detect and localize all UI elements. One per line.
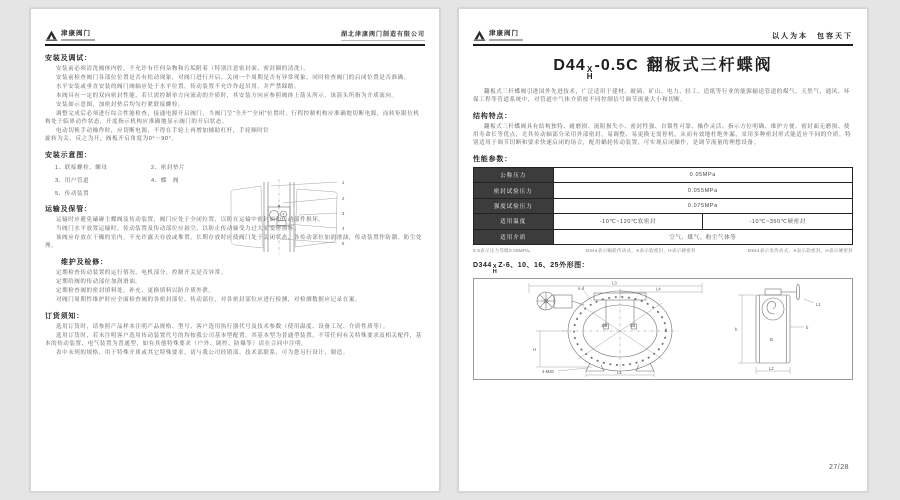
footnote: 0.5表示压力等级0.05MPa。 [473, 247, 534, 253]
callout-4: 4 [342, 226, 345, 231]
table-row [474, 214, 853, 229]
callout-1: 1 [342, 180, 345, 185]
outline-title [473, 260, 853, 275]
paragraph: 定期检查阀的密封填料处，补充、更换填料以防介质外泄。 [56, 288, 215, 294]
model-xh-stack [587, 66, 594, 80]
outline-xh-stack [493, 265, 497, 275]
company-subtext-line [341, 40, 425, 42]
logo-subtext-line [61, 39, 95, 41]
row-value: 0.05MPa [553, 168, 852, 183]
model-prefix: D44 [553, 57, 586, 74]
legend-item: 1、联接螺栓、螺母 [55, 165, 108, 171]
installation-diagram [227, 177, 355, 259]
paragraph: 选用订货时，若未注明客户选用传动装置代号的均按我公司基本型配置，其基本型为普通型装置，不带任何有关特殊要求及相关配件，基本的传动装置、电气装置为普通型，如有其他特殊要求（户外、调控、防爆等）请在合同中注明。 [45, 333, 423, 347]
section-title-diagram: 安装示意图： [45, 152, 92, 159]
callout-2: 2 [342, 196, 345, 201]
company-slogan: 以人为本 包容天下 [772, 33, 853, 40]
row-value-hard: -10℃~350℃硬密封 [703, 214, 853, 229]
dim-D0: D0 [602, 322, 608, 328]
table-row [474, 183, 853, 198]
page-header [473, 19, 853, 46]
intro-paragraph: 翻板式三杆蝶阀引进国外先进技术，广泛适用于建材、玻璃、矿山、电力、轻工、造纸等行业的能源输送管道的煤气、天然气、通风、环保工程等管道系统中，对管道中气体介质按不同控制信号调节流量大小和切断。 [473, 89, 851, 103]
table-footnotes [473, 248, 853, 254]
table-row [474, 168, 853, 183]
footnote: D944表示电传动式，X表示软密封，H表示硬密封 [747, 247, 853, 253]
logo-subtext-line [489, 39, 523, 41]
table-row [474, 198, 853, 213]
row-value: 空气、煤气、粉尘气体等 [553, 229, 852, 244]
dim-D1: D1 [630, 322, 636, 328]
row-label: 密封试验压力 [474, 183, 554, 198]
row-value-soft: -10℃~120℃软密封 [553, 214, 703, 229]
dim-L1-side: L1 [816, 301, 821, 307]
catalog-page-left [30, 8, 440, 492]
section-title-transport: 运输及保管： [45, 206, 92, 213]
logo-triangle-icon [45, 29, 58, 41]
section-title-features: 结构特点： [473, 113, 512, 120]
row-label: 适用温度 [474, 214, 554, 229]
legend-item: 5、传动装置 [55, 191, 90, 197]
paragraph: 本阀具有一定的双向密封性能，若只需控制单方向流动的介质时，其安装方向应参照阀体上箭头所示，该箭头所指为介质流向。 [56, 93, 398, 99]
paragraph: 安装前检查阀门各部位位置是否有松动现象，对阀门进行开启、关闭一个周期是否有异常现象，同时检查阀门的启闭位置是否准确。 [56, 75, 410, 81]
company-logo [473, 29, 523, 41]
product-name: 翻板式三杆蝶阀 [646, 57, 773, 74]
paragraph: 当阀门水平放置运输时，传动装置及传动部位应悬空，以防止传动轴受力过大而变形损坏。 [56, 226, 301, 232]
logo-text: 津康阀门 [61, 30, 91, 37]
model-suffix: -0.5C [594, 57, 639, 74]
legend-item: 4、蝶 阀 [151, 178, 180, 184]
company-logo [45, 29, 95, 41]
callout-5: 5 [342, 241, 345, 246]
row-label: 强度试验压力 [474, 198, 554, 213]
row-label: 适用介质 [474, 229, 554, 244]
dim-4-M20: 4-M20 [542, 368, 554, 374]
paragraph: 水平安装或垂直安装的阀门阀轴应处于水平位置，传动装置不允许作起吊用，并严禁踩踏。 [56, 84, 301, 90]
logo-text: 津康阀门 [489, 30, 519, 37]
paragraph: 安装如示意图，加密封垫后均匀拧紧联接螺栓。 [56, 102, 185, 108]
dim-n-d: n-d [578, 285, 585, 291]
section-title-maintain: 维护及检修： [61, 259, 108, 266]
legend-item: 2、密封垫片 [151, 165, 186, 171]
dim-h: h [735, 326, 738, 332]
dim-B: B [770, 336, 773, 342]
page-number: 27/28 [828, 464, 849, 471]
table-row [474, 229, 853, 244]
catalog-page-right [458, 8, 868, 492]
paragraph: 该阀应存放在干燥的室内，不允许露天存放或堆置，长期存放时应使阀门处于关闭状态，各传动部位加润滑油，传动装置作防潮、防尘处理。 [45, 235, 423, 249]
dim-b: b [806, 324, 809, 330]
dim-H: H [533, 346, 537, 352]
footnote: D344表示蜗轮传动式，X表示软密封，H表示硬密封 [585, 247, 696, 253]
row-value: 0.055MPa [553, 183, 852, 198]
performance-table [473, 167, 853, 245]
paragraph: 运输时应避免磕碰主蝶阀及传动装置，阀门应处于全闭位置，以防在运输中密封面和传动部件损坏。 [56, 217, 325, 223]
paragraph: 电动切换手动操作时，应切断电源，不得在手轮上再增加辅助杠杆，手轮顺时针旋转为关，反之为开，阀板开启角度为0°～90°。 [45, 128, 270, 142]
company-name: 湖北津康阀门制造有限公司 [340, 32, 425, 38]
outline-drawing-box [473, 278, 853, 380]
section-title-install: 安装及调试： [45, 55, 92, 62]
model-x: X [586, 65, 594, 74]
paragraph: 定期检查传动装置的运行情况、电机部分、控制开关是否异常。 [56, 270, 227, 276]
outline-x: X [492, 263, 498, 270]
outline-model-prefix: D344 [473, 261, 492, 269]
product-title [473, 58, 853, 80]
paragraph: 安装前必须清洗阀体内腔，不允许有任何杂物和污垢附着（特别注意密封面、密封圈的清洗）。 [56, 66, 310, 72]
outline-drawing [474, 279, 853, 377]
outline-suffix: Z-6、10、16、25外形图： [498, 261, 590, 269]
dim-L3: L3 [612, 280, 617, 286]
model-h: H [586, 72, 594, 81]
row-label: 公称压力 [474, 168, 554, 183]
section-title-order: 订货须知： [45, 313, 84, 320]
dim-L4: L4 [656, 286, 661, 292]
features-paragraph: 翻板式三杆蝶阀具有结构独特、耐磨损、流阻损失小、密封性强、自锁性可靠、操作灵活、指示方位明确、维护方便、密封面无磨损、使用寿命长等优点，尤其传动轴部分采用外部密封，易调整、易更换无需停机，从而有效地杜绝外漏，采用多种密封形式能适应不同的介质，特别适用于调节切断和要求快速启闭的场合，配用蜗轮传动装置，可实现启闭操作，是调节流量的理想设备。 [473, 124, 852, 146]
page-header [45, 19, 425, 46]
dim-L2: L2 [769, 365, 774, 371]
row-value: 0.075MPa [553, 198, 852, 213]
logo-triangle-icon [473, 29, 486, 41]
dim-L1: L1 [617, 369, 622, 375]
paragraph: 选用订货时，请参照产品样本注明产品规格、型号、客户选用执行器代号及技术参数（使用温度、设备工况、介质性质等）。 [56, 324, 389, 330]
legend-item: 3、用户管道 [55, 178, 90, 184]
outline-h: H [492, 268, 498, 275]
paragraph: 定期给阀的传动部位加润滑油。 [56, 279, 142, 285]
section-title-params: 性能参数： [473, 156, 512, 163]
paragraph: 调整完成后必须进行综合性能检查，接通电源开启阀门，当阀门呈“全开”“全闭”位置时，行程控制机构应准确地切断电源，而转矩限位机构处于临界动作状态，开度指示机构应准确地显示阀门的开启状态。 [45, 111, 420, 125]
paragraph: 对阀门周期性维护时应全面检查阀的各密封部位、传动部位，对各密封部位应进行检测，对检测数据应记录在案。 [56, 297, 362, 303]
paragraph: 表中未列的规格、用于特殊介质或其它特殊要求，请与我公司经销部、技术部联系，可为您另行设计、制造。 [56, 350, 349, 356]
callout-3: 3 [342, 211, 345, 216]
